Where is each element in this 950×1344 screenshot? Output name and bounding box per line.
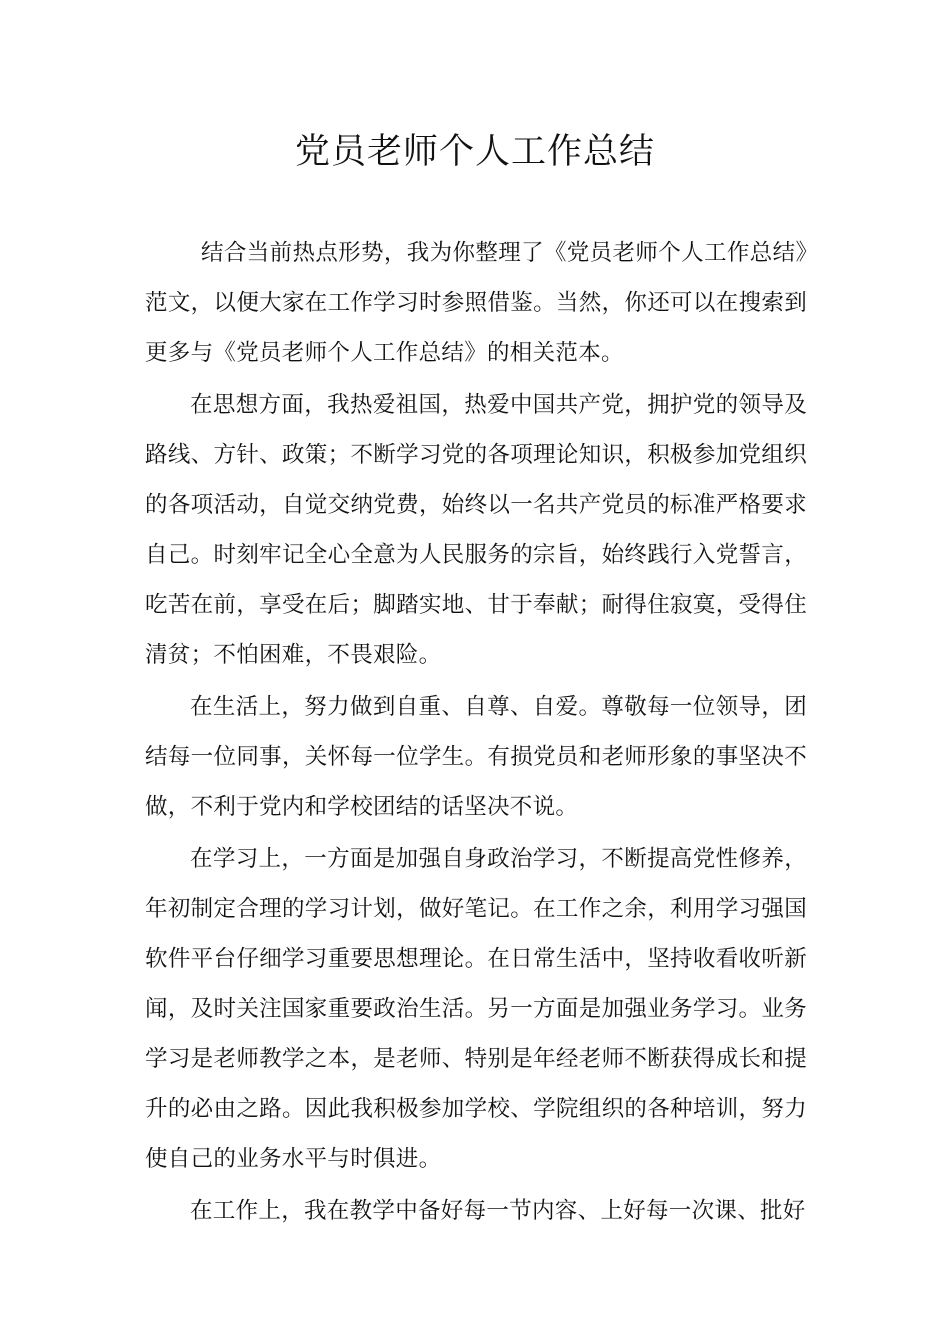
paragraph-study: 在学习上，一方面是加强自身政治学习，不断提高党性修养，年初制定合理的学习计划，做好笔记。在工作之余，利用学习强国软件平台仔细学习重要思想理论。在日常生活中，坚持收看收听新闻，及时关注国家重要政治生活。另一方面是加强业务学习。业务学习是老师教学之本，是老师、特别是年经老师不断获得成长和提升的必由之路。因此我积极参加学校、学院组织的各种培训，努力使自己的业务水平与时俱进。 xyxy=(145,846,807,1172)
document-body xyxy=(145,228,807,1238)
paragraph-ideology: 在思想方面，我热爱祖国，热爱中国共产党，拥护党的领导及路线、方针、政策；不断学习党的各项理论知识，积极参加党组织的各项活动，自觉交纳党费，始终以一名共产党员的标准严格要求自己。时刻牢记全心全意为人民服务的宗旨，始终践行入党誓言，吃苦在前，享受在后；脚踏实地、甘于奉献；耐得住寂寞，受得住清贫；不怕困难，不畏艰险。 xyxy=(145,392,807,668)
document-title: 党员老师个人工作总结 xyxy=(294,132,655,172)
paragraph-life: 在生活上，努力做到自重、自尊、自爱。尊敬每一位领导，团结每一位同事，关怀每一位学生。有损党员和老师形象的事坚决不做，不利于党内和学校团结的话坚决不说。 xyxy=(145,694,807,820)
paragraph-intro: 结合当前热点形势，我为你整理了《党员老师个人工作总结》范文，以便大家在工作学习时参照借鉴。当然，你还可以在搜索到更多与《党员老师个人工作总结》的相关范本。 xyxy=(145,240,807,366)
paragraph-work: 在工作上，我在教学中备好每一节内容、上好每一次课、批好 xyxy=(190,1198,806,1224)
